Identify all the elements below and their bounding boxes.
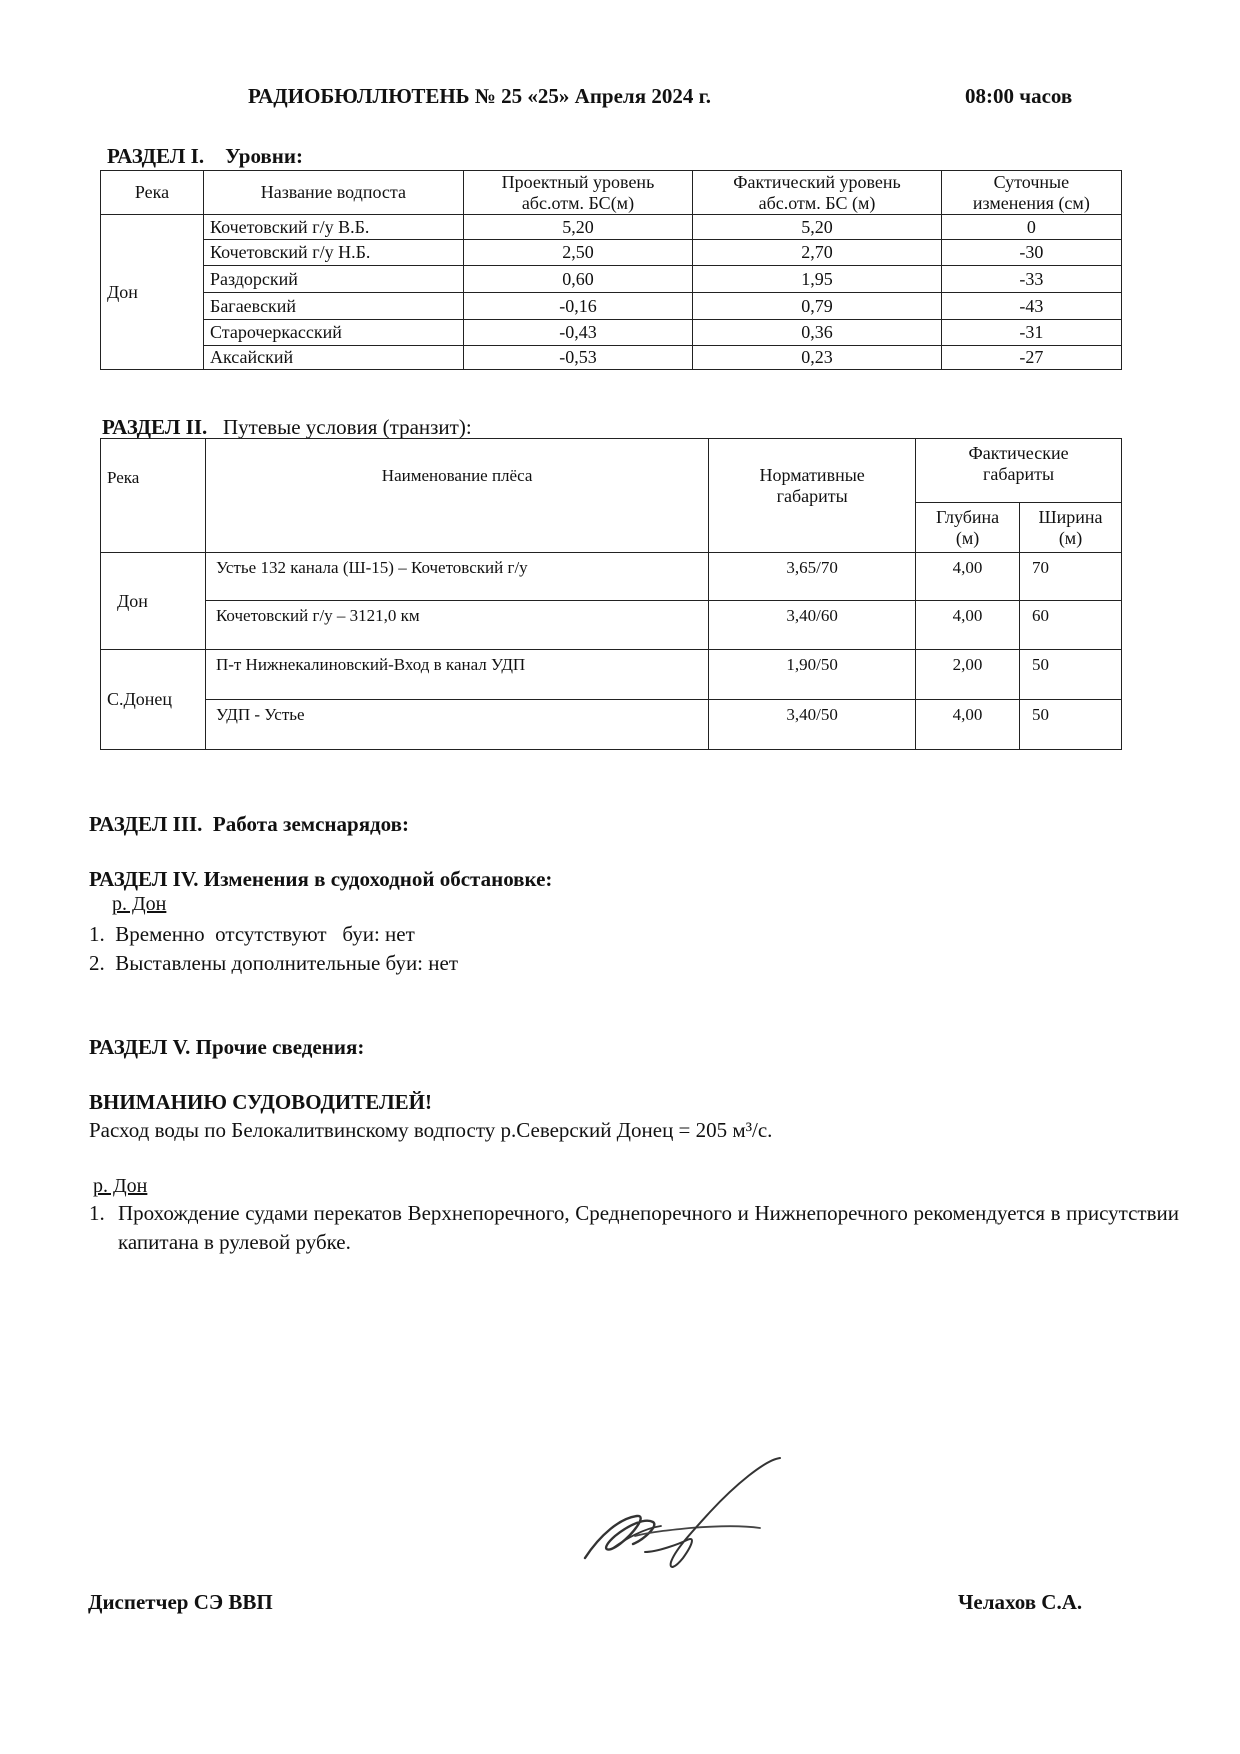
section2-title-bold: РАЗДЕЛ II.: [102, 415, 208, 439]
levels-header-actual-l2: абс.отм. БС (м): [758, 192, 876, 213]
transit-header-actual: [916, 439, 1122, 503]
section1-title: РАЗДЕЛ I. Уровни:: [107, 144, 303, 168]
levels-header-actual: [693, 171, 942, 215]
levels-header-river: Река: [101, 171, 204, 215]
transit-header-depth-l1: Глубина: [935, 507, 1000, 527]
levels-header-project-l2: абс.отм. БС(м): [521, 192, 635, 213]
levels-header-daily-l2: изменения (см): [972, 192, 1090, 213]
section5-river: р. Дон: [93, 1175, 148, 1197]
transit-header-depth: [916, 503, 1020, 553]
attention-heading: ВНИМАНИЮ СУДОВОДИТЕЛЕЙ!: [89, 1090, 432, 1114]
transit-header-river: Река: [101, 439, 206, 553]
transit-header-width-l2: (м): [1058, 528, 1083, 548]
levels-station: Кочетовский г/у В.Б.: [203, 215, 463, 240]
levels-header-daily-l1: Суточные: [993, 171, 1070, 192]
transit-reach: Кочетовский г/у – 3121,0 км: [205, 601, 708, 650]
levels-project: 2,50: [463, 240, 693, 266]
levels-actual: 2,70: [693, 240, 942, 266]
transit-reach: П-т Нижнекалиновский-Вход в канал УДП: [205, 650, 708, 700]
table-row: [101, 293, 1122, 320]
table-row: [101, 346, 1122, 370]
transit-width: 70: [1020, 553, 1122, 601]
levels-project: 5,20: [463, 215, 693, 240]
list-item-text: Выставлены дополнительные буи: нет: [115, 951, 458, 975]
levels-header-actual-l1: Фактический уровень: [733, 171, 901, 192]
transit-river-don: Дон: [101, 553, 206, 650]
transit-header-normative-l2: габариты: [776, 486, 848, 506]
levels-header-station: Название водпоста: [203, 171, 463, 215]
transit-normative: 3,65/70: [709, 553, 916, 601]
levels-actual: 0,79: [693, 293, 942, 320]
transit-table: [100, 438, 1122, 750]
section2-title-rest: Путевые условия (транзит):: [223, 415, 472, 439]
levels-station: Аксайский: [203, 346, 463, 370]
table-row: [101, 650, 1122, 700]
section4-river: р. Дон: [112, 893, 167, 915]
bulletin-title: РАДИОБЮЛЛЮТЕНЬ № 25 «25» Апреля 2024 г.: [248, 84, 711, 108]
transit-reach: Устье 132 канала (Ш-15) – Кочетовский г/у: [205, 553, 708, 601]
signature: [575, 1440, 795, 1590]
transit-header-row: [101, 439, 1122, 503]
levels-change: 0: [941, 215, 1121, 240]
levels-change: -30: [941, 240, 1121, 266]
list-item-number: 2.: [89, 951, 105, 975]
list-item: [89, 1199, 1179, 1257]
list-item-text: Временно отсутствуют буи: нет: [115, 922, 415, 946]
transit-header-depth-l2: (м): [955, 528, 980, 548]
levels-station: Старочеркасский: [203, 320, 463, 346]
list-item: [89, 922, 415, 947]
table-row: [101, 553, 1122, 601]
transit-normative: 3,40/60: [709, 601, 916, 650]
table-row: [101, 215, 1122, 240]
transit-normative: 1,90/50: [709, 650, 916, 700]
transit-depth: 4,00: [916, 601, 1020, 650]
transit-header-actual-l1: Фактические: [968, 443, 1069, 463]
list-item-number: 1.: [89, 922, 105, 946]
levels-actual: 5,20: [693, 215, 942, 240]
levels-change: -33: [941, 266, 1121, 293]
transit-header-width-l1: Ширина: [1038, 507, 1103, 527]
table-row: [101, 266, 1122, 293]
section3-title: РАЗДЕЛ III. Работа земснарядов:: [89, 812, 409, 836]
levels-project: -0,43: [463, 320, 693, 346]
bulletin-time: 08:00 часов: [965, 84, 1073, 108]
table-row: [101, 700, 1122, 750]
levels-header-row: [101, 171, 1122, 215]
list-item-text: Прохождение судами перекатов Верхнепоречного, Среднепоречного и Нижнепоречного рекомендуется в присутствии капитана в рулевой рубке.: [118, 1201, 1179, 1254]
levels-project: 0,60: [463, 266, 693, 293]
transit-width: 50: [1020, 650, 1122, 700]
list-item-number: 1.: [89, 1201, 105, 1225]
levels-station: Багаевский: [203, 293, 463, 320]
transit-depth: 4,00: [916, 700, 1020, 750]
levels-project: -0,53: [463, 346, 693, 370]
transit-header-normative: [709, 439, 916, 553]
levels-river-cell: Дон: [101, 215, 204, 370]
section4-title: РАЗДЕЛ IV. Изменения в судоходной обстановке:: [89, 867, 553, 891]
water-flow-note: Расход воды по Белокалитвинскому водпосту р.Северский Донец = 205 м³/с.: [89, 1118, 773, 1142]
levels-actual: 1,95: [693, 266, 942, 293]
levels-header-daily: [941, 171, 1121, 215]
levels-project: -0,16: [463, 293, 693, 320]
levels-change: -43: [941, 293, 1121, 320]
transit-river-sdonets: С.Донец: [101, 650, 206, 750]
transit-reach: УДП - Устье: [205, 700, 708, 750]
levels-header-project: [463, 171, 693, 215]
dispatcher-name: Челахов С.А.: [958, 1590, 1083, 1614]
table-row: [101, 601, 1122, 650]
levels-table: [100, 170, 1122, 370]
transit-header-actual-l2: габариты: [982, 464, 1055, 484]
levels-station: Раздорский: [203, 266, 463, 293]
dispatcher-title: Диспетчер СЭ ВВП: [88, 1590, 273, 1614]
levels-header-project-l1: Проектный уровень: [501, 171, 655, 192]
transit-width: 50: [1020, 700, 1122, 750]
section2-title: [102, 415, 472, 440]
table-row: [101, 320, 1122, 346]
transit-header-reach: Наименование плёса: [205, 439, 708, 553]
table-row: [101, 240, 1122, 266]
transit-header-width: [1020, 503, 1122, 553]
levels-change: -31: [941, 320, 1121, 346]
list-item: [89, 951, 458, 976]
levels-change: -27: [941, 346, 1121, 370]
transit-depth: 4,00: [916, 553, 1020, 601]
transit-normative: 3,40/50: [709, 700, 916, 750]
transit-width: 60: [1020, 601, 1122, 650]
transit-depth: 2,00: [916, 650, 1020, 700]
levels-station: Кочетовский г/у Н.Б.: [203, 240, 463, 266]
levels-actual: 0,23: [693, 346, 942, 370]
section5-title: РАЗДЕЛ V. Прочие сведения:: [89, 1035, 365, 1059]
transit-header-normative-l1: Нормативные: [759, 465, 865, 485]
levels-actual: 0,36: [693, 320, 942, 346]
